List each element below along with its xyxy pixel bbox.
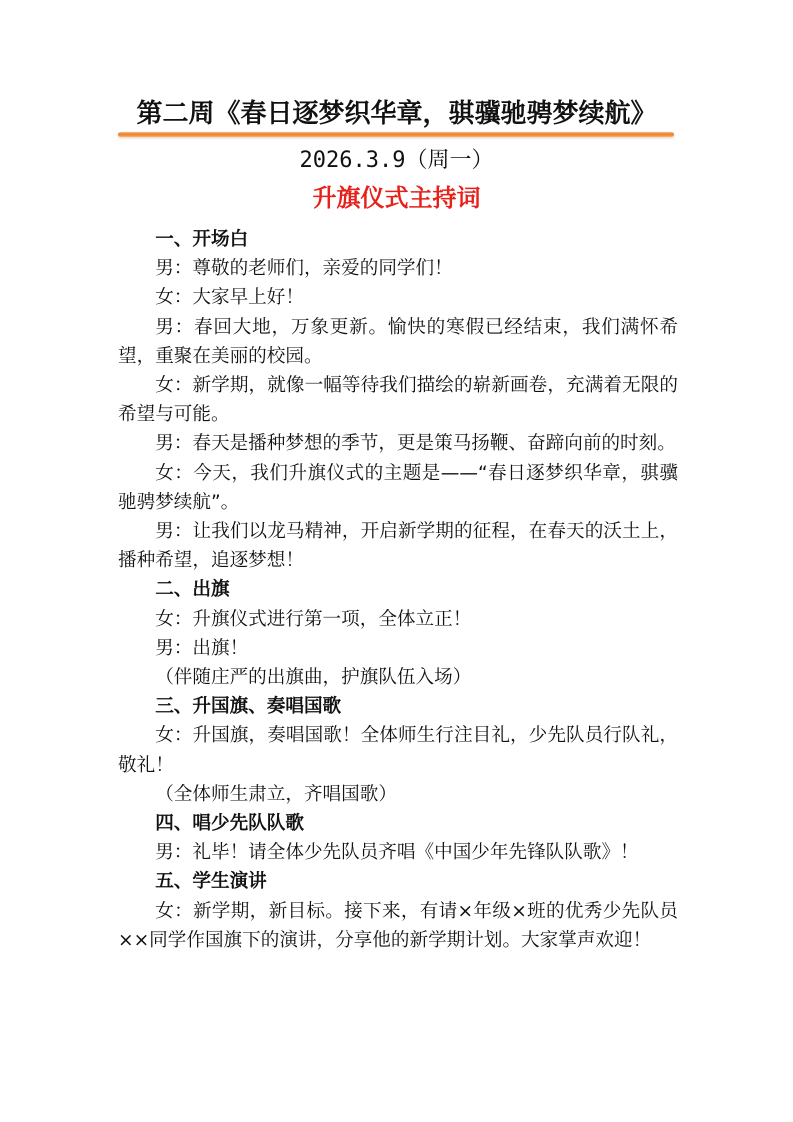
paragraph: 男：春回大地，万象更新。愉快的寒假已经结束，我们满怀希望，重聚在美丽的校园。: [118, 316, 678, 367]
document-subtitle: 升旗仪式主持词: [312, 183, 481, 212]
paragraph: 女：升国旗，奏唱国歌！全体师生行注目礼，少先队员行队礼，敬礼！: [118, 725, 678, 776]
paragraph: 女：今天，我们升旗仪式的主题是——“春日逐梦织华章，骐骥驰骋梦续航”。: [118, 462, 678, 513]
paragraph: 男：尊敬的老师们，亲爱的同学们！: [155, 258, 453, 280]
paragraph: 女：升旗仪式进行第一项，全体立正！: [155, 608, 472, 630]
document-date: 2026.3.9（周一）: [299, 148, 494, 173]
paragraph: 女：大家早上好！: [155, 287, 304, 309]
section-heading: 四、唱少先队队歌: [155, 813, 304, 835]
paragraph: 男：春天是播种梦想的季节，更是策马扬鞭、奋蹄向前的时刻。: [155, 433, 676, 455]
document-body: [118, 225, 678, 955]
document-title: 第二周《春日逐梦织华章，骐骥驰骋梦续航》: [136, 99, 657, 129]
paragraph: （伴随庄严的出旗曲，护旗队伍入场）: [155, 667, 472, 689]
paragraph: （全体师生肃立，齐唱国歌）: [155, 783, 397, 805]
section-heading: 三、升国旗、奏唱国歌: [155, 696, 342, 718]
section-heading: 二、出旗: [155, 579, 230, 601]
paragraph: 女：新学期，新目标。接下来，有请×年级×班的优秀少先队员××同学作国旗下的演讲，分享他的新学期计划。大家掌声欢迎！: [118, 900, 678, 951]
section-heading: 五、学生演讲: [155, 871, 267, 893]
paragraph: 男：让我们以龙马精神，开启新学期的征程，在春天的沃土上，播种希望，追逐梦想！: [118, 521, 678, 572]
title-underline: [118, 132, 674, 137]
section-heading: 一、开场白: [155, 229, 249, 250]
paragraph: 女：新学期，就像一幅等待我们描绘的崭新画卷，充满着无限的希望与可能。: [118, 375, 678, 426]
paragraph: 男：出旗！: [155, 637, 249, 659]
paragraph: 男：礼毕！请全体少先队员齐唱《中国少年先锋队队歌》！: [155, 842, 639, 864]
